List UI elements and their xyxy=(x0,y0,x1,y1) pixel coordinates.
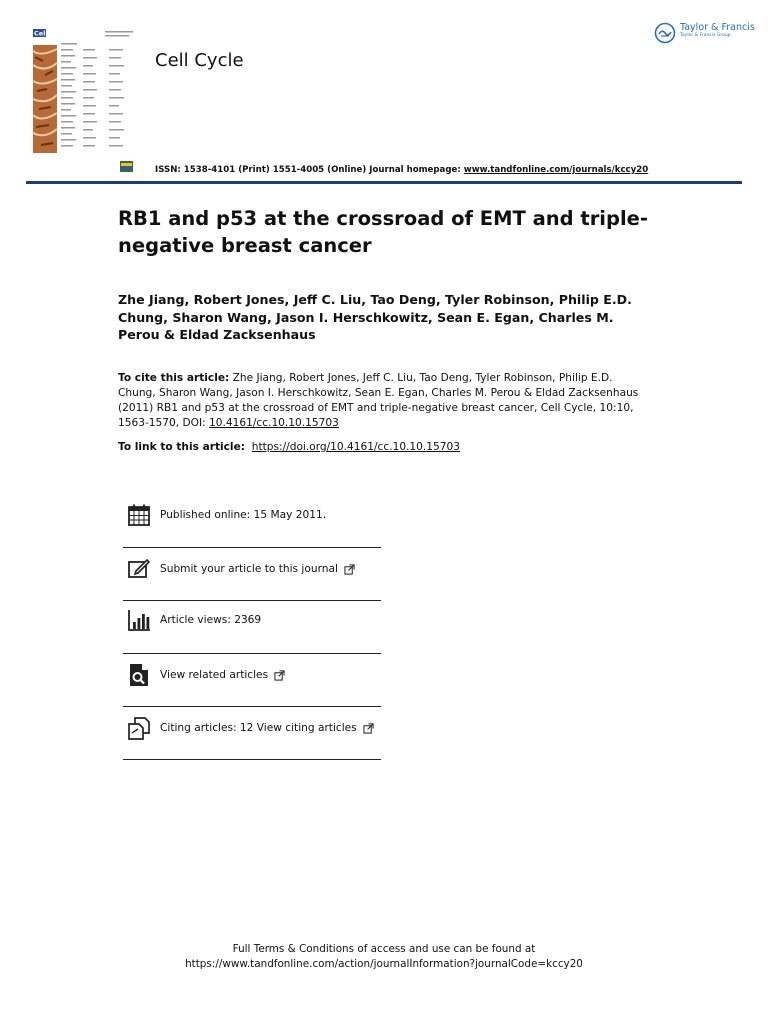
publisher-logo[interactable] xyxy=(654,22,755,44)
submit-article-link[interactable]: Submit your article to this journal xyxy=(160,563,338,575)
journal-title: Cell Cycle xyxy=(155,50,244,71)
info-divider xyxy=(123,759,381,760)
header-divider xyxy=(26,181,742,184)
journal-cover-image xyxy=(33,29,137,153)
citation-block xyxy=(118,371,648,431)
terms-footer xyxy=(0,942,768,972)
article-views-row xyxy=(123,594,381,646)
related-articles-row[interactable] xyxy=(123,649,381,701)
cite-doi-link[interactable]: 10.4161/cc.10.10.15703 xyxy=(209,417,339,429)
journal-homepage-link[interactable]: www.tandfonline.com/journals/kccy20 xyxy=(463,165,649,175)
crossmark-badge[interactable] xyxy=(120,157,133,168)
cite-text: Zhe Jiang, Robert Jones, Jeff C. Liu, Tao Deng, Tyler Robinson, Philip E.D. Chung, Sharon Wang, Jason I. Herschkowitz, Sean E. Egan, Charles M. Perou & Eldad Zacksenhaus (2011) RB1 and p53 at the crossroad of EMT and triple-negative breast cancer, Cell Cycle, 10:10, 1563-1570, DOI: xyxy=(118,372,639,429)
external-link-icon xyxy=(363,723,374,734)
link-block xyxy=(118,440,648,455)
external-link-icon xyxy=(274,670,285,681)
calendar-icon xyxy=(127,503,151,527)
article-doi-link[interactable]: https://doi.org/10.4161/cc.10.10.15703 xyxy=(251,441,460,453)
submit-article-row[interactable] xyxy=(123,543,381,595)
external-link-icon xyxy=(344,564,355,575)
issn-line xyxy=(155,165,648,175)
terms-url[interactable]: https://www.tandfonline.com/action/journalInformation?journalCode=kccy20 xyxy=(185,958,583,970)
citing-articles-link[interactable]: Citing articles: 12 View citing articles xyxy=(160,722,357,734)
edit-icon xyxy=(127,557,151,581)
cite-label: To cite this article: xyxy=(118,372,230,384)
cover-logo-text: CellCycle xyxy=(34,29,68,38)
published-online-row xyxy=(123,489,381,541)
published-online-text: Published online: 15 May 2011. xyxy=(160,509,327,521)
publisher-name: Taylor & Francis xyxy=(680,22,755,33)
article-views-text: Article views: 2369 xyxy=(160,614,262,626)
article-title: RB1 and p53 at the crossroad of EMT and triple-negative breast cancer xyxy=(118,207,648,257)
issn-text: ISSN: 1538-4101 (Print) 1551-4005 (Online) Journal homepage: xyxy=(155,165,464,175)
article-authors: Zhe Jiang, Robert Jones, Jeff C. Liu, Tao Deng, Tyler Robinson, Philip E.D. Chung, Sharon Wang, Jason I. Herschkowitz, Sean E. Egan, Charles M. Perou & Eldad Zacksenhaus xyxy=(118,292,632,342)
publisher-subtitle: Taylor & Francis Group xyxy=(680,33,731,38)
related-articles-link[interactable]: View related articles xyxy=(160,669,269,681)
citing-articles-row[interactable] xyxy=(123,702,381,754)
citing-articles-icon xyxy=(127,716,151,740)
terms-text: Full Terms & Conditions of access and use can be found at xyxy=(232,943,536,955)
publisher-logo-icon xyxy=(654,22,676,44)
search-document-icon xyxy=(127,663,151,687)
link-label: To link to this article: xyxy=(118,441,245,453)
bar-chart-icon xyxy=(127,608,151,632)
